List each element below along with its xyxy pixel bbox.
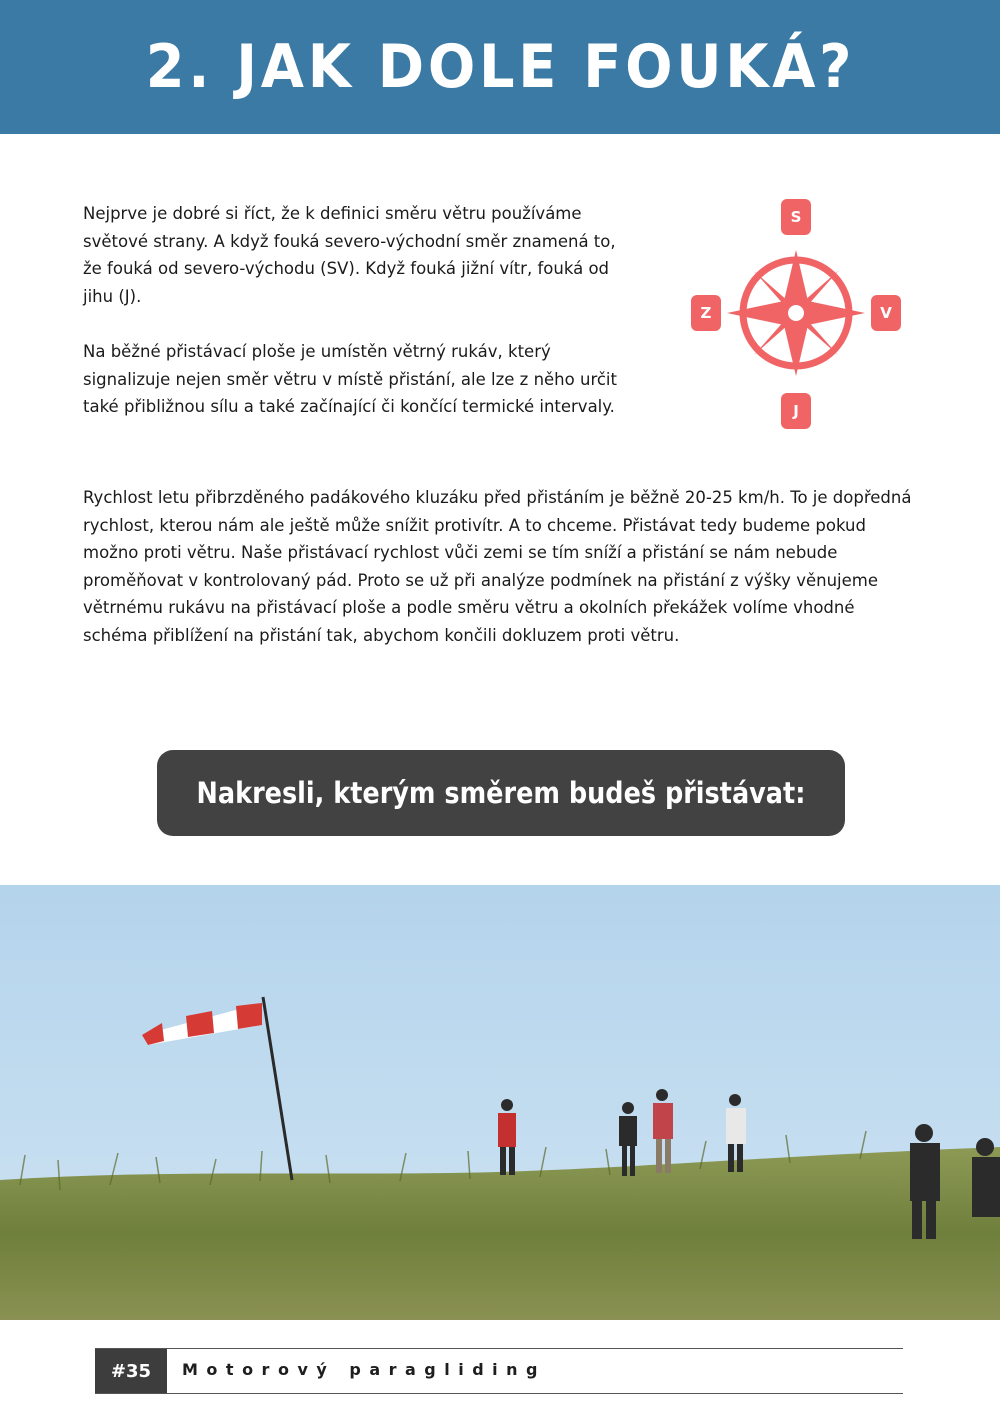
footer-divider-bottom <box>95 1393 903 1394</box>
compass-east-badge: V <box>871 295 901 331</box>
task-banner <box>157 750 845 836</box>
page-title: 2. JAK DOLE FOUKÁ? <box>145 32 855 102</box>
footer-book-title: Motorový paragliding <box>182 1360 547 1379</box>
footer-divider-top <box>95 1348 903 1349</box>
page-number: #35 <box>95 1349 167 1393</box>
page-header <box>0 0 1000 134</box>
compass-south-badge: J <box>781 393 811 429</box>
compass-west-badge: Z <box>691 295 721 331</box>
compass-north-badge: S <box>781 199 811 235</box>
windsock-paragraph: Na běžné přistávací ploše je umístěn větrný rukáv, který signalizuje nejen směr větru v místě přistání, ale lze z něho určit také přibližnou sílu a také začínající či končící termické intervaly. <box>83 342 617 416</box>
compass-rose-figure <box>685 195 905 435</box>
landing-speed-paragraph: Rychlost letu přibrzděného padákového kluzáku před přistáním je běžně 20-25 km/h. To je dopředná rychlost, kterou nám ale ještě může snížit protivítr. A to chceme. Přistávat tedy budeme pokud možno proti větru. Naše přistávací rychlost vůči zemi se tím sníží a přistání se nám nebude proměňovat v kontrolovaný pád. Proto se už při analýze podmínek na přistání z výšky věnujeme větrnému rukávu na přistávací ploše a podle směru větru a okolních překážek volíme vhodné schéma přiblížení na přistání tak, abychom končili dokluzem proti větru. <box>83 488 912 645</box>
task-banner-text: Nakresli, kterým směrem budeš přistávat: <box>196 776 806 810</box>
windsock-field-photo <box>0 885 1000 1320</box>
windsock-field-illustration <box>0 885 1000 1320</box>
intro-paragraph: Nejprve je dobré si říct, že k definici směru větru používáme světové strany. A když fouká severo-východní směr znamená to, že fouká od severo-východu (SV). Když fouká jižní vítr, fouká od jihu (J). <box>83 204 616 306</box>
